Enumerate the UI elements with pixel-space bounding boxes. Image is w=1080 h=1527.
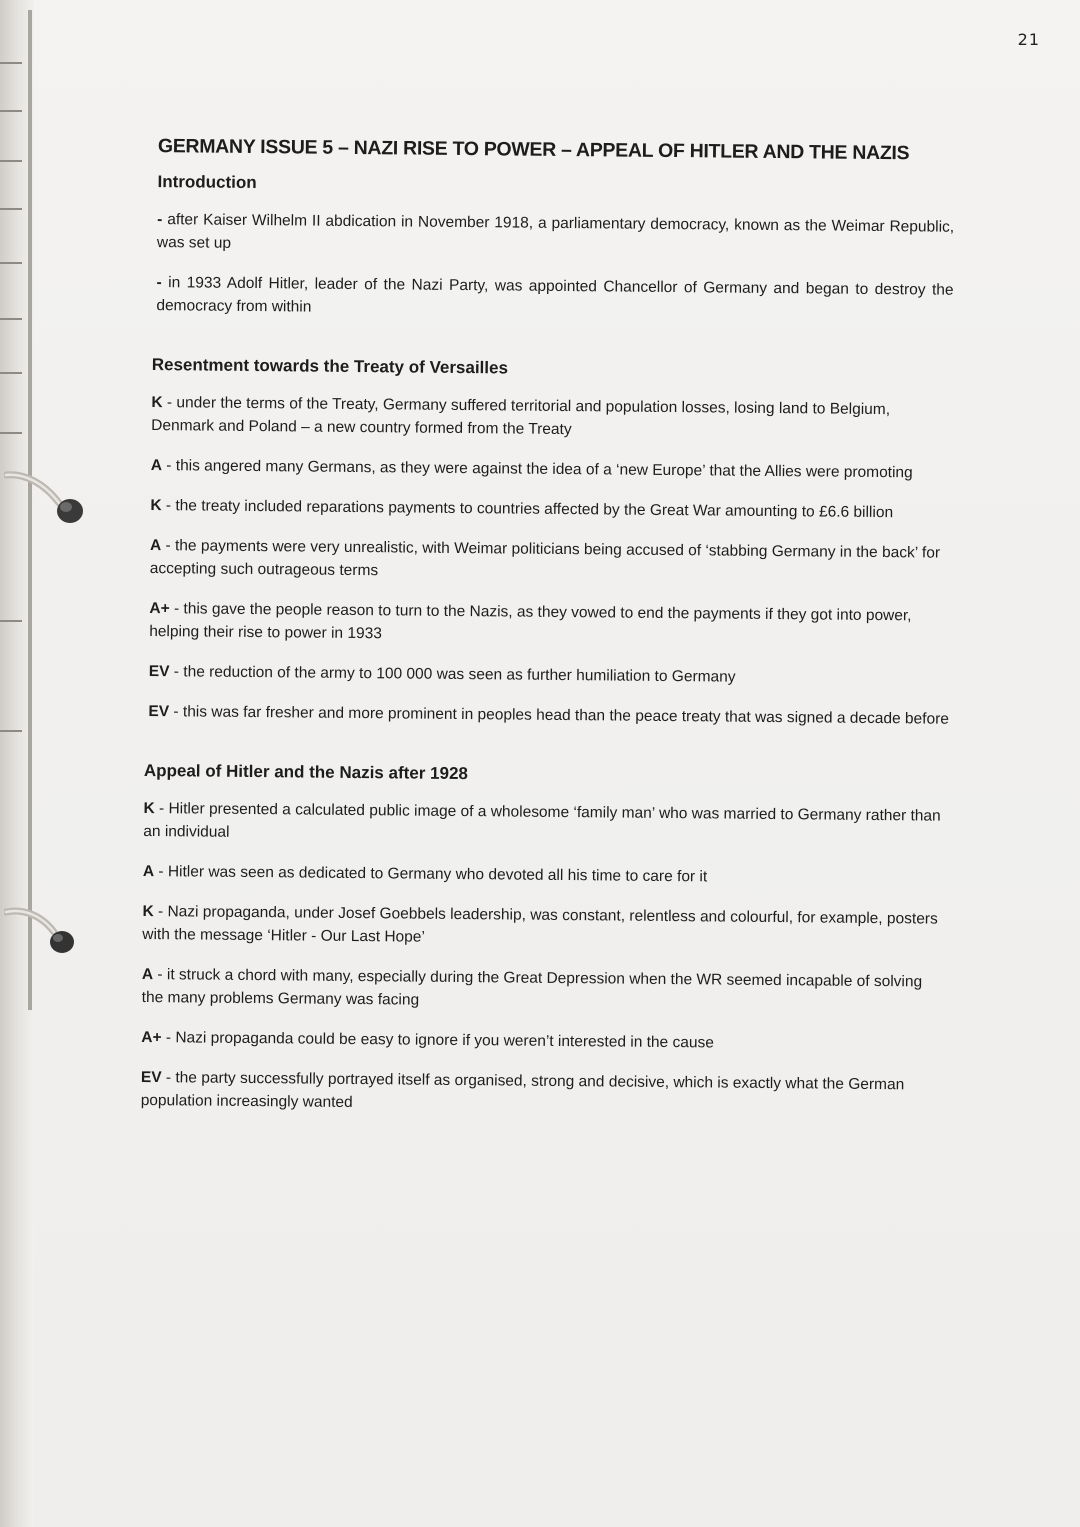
- document-content: [140, 135, 955, 1137]
- paragraph-text: - the reduction of the army to 100 000 was seen as further humiliation to Germany: [169, 663, 736, 686]
- paragraph: [143, 797, 948, 851]
- divider-tab-line: [0, 730, 22, 732]
- paragraph: [141, 1026, 946, 1057]
- paragraph-text: - this angered many Germans, as they were against the idea of a ‘new Europe’ that the Allies were promoting: [161, 457, 913, 482]
- paragraph-text: - Hitler was seen as dedicated to Germany who devoted all his time to care for it: [154, 863, 708, 886]
- divider-tab-line: [0, 620, 22, 622]
- paragraph: [143, 860, 948, 891]
- divider-tab-line: [0, 208, 22, 210]
- paragraph-text: - Hitler presented a calculated public image of a wholesome ‘family man’ who was married to Germany rather than an individual: [143, 800, 941, 841]
- paragraph-tag: A: [142, 862, 155, 881]
- paragraph-text: - Nazi propaganda, under Josef Goebbels leadership, was constant, relentless and colourful, for example, posters with the message ‘Hitler - Our Last Hope’: [142, 903, 938, 946]
- divider-tab-line: [0, 110, 22, 112]
- paragraph: [141, 1066, 946, 1120]
- paragraph-tag: K: [150, 497, 162, 515]
- paragraph: [150, 494, 951, 525]
- paragraph: [156, 271, 953, 325]
- paragraph-tag: -: [156, 274, 162, 292]
- paragraph-text: after Kaiser Wilhelm II abdication in November 1918, a parliamentary democracy, known as the Weimar Republic, was set up: [156, 211, 955, 252]
- paragraph: [148, 700, 949, 731]
- divider-tab-line: [0, 432, 22, 434]
- paragraph: [150, 534, 951, 588]
- paragraph-tag: A: [141, 965, 154, 984]
- section-heading: Introduction: [157, 172, 257, 193]
- paragraph-text: - the payments were very unrealistic, with Weimar politicians being accused of ‘stabbing Germany in the back’ for accepting such outrageous terms: [149, 537, 941, 580]
- divider-tab-line: [0, 318, 22, 320]
- section-treaty-resentment: [148, 355, 952, 731]
- paragraph-tag: EV: [140, 1068, 162, 1087]
- divider-tab-line: [0, 262, 22, 264]
- paragraph: [142, 963, 947, 1017]
- divider-tab-line: [0, 160, 22, 162]
- paragraph: [149, 597, 950, 651]
- section-appeal-after-1928: [141, 761, 949, 1120]
- paragraph-tag: EV: [148, 703, 170, 721]
- paragraph: [157, 208, 954, 262]
- paragraph-tag: K: [151, 394, 163, 412]
- paragraph-text: - this was far fresher and more prominent in peoples head than the peace treaty that was signed a decade before: [169, 703, 949, 728]
- paragraph-text: - Nazi propaganda could be easy to ignore if you weren’t interested in the cause: [161, 1029, 714, 1052]
- paragraph: [142, 900, 947, 954]
- divider-tab-line: [0, 372, 22, 374]
- paragraph-tag: A+: [141, 1028, 162, 1047]
- paragraph-tag: A: [150, 457, 163, 475]
- paragraph-tag: -: [157, 211, 163, 229]
- paragraph-text: - under the terms of the Treaty, Germany suffered territorial and population losses, losing land to Belgium, Denmark and Poland – a new country formed from the Treaty: [151, 394, 891, 439]
- paragraph-tag: K: [142, 902, 154, 921]
- paragraph-tag: A+: [149, 600, 170, 618]
- page-number: 21: [1017, 30, 1040, 49]
- paragraph-text: in 1933 Adolf Hitler, leader of the Nazi Party, was appointed Chancellor of Germany and began to destroy the democracy from within: [156, 274, 954, 316]
- paragraph-text: - the treaty included reparations payments to countries affected by the Great War amounting to £6.6 billion: [161, 497, 894, 522]
- section-introduction: [156, 172, 954, 325]
- divider-tab-line: [0, 62, 22, 64]
- section-heading: Resentment towards the Treaty of Versailles: [151, 355, 509, 378]
- binder-ring-icon: [4, 902, 84, 962]
- binder-edge: [0, 0, 34, 1527]
- document-title: GERMANY ISSUE 5 – NAZI RISE TO POWER – APPEAL OF HITLER AND THE NAZIS: [157, 135, 910, 165]
- paragraph: [151, 454, 952, 485]
- paragraph-tag: K: [143, 799, 155, 818]
- section-heading: Appeal of Hitler and the Nazis after 1928: [143, 760, 469, 784]
- paragraph: [151, 391, 952, 445]
- binder-ring-icon: [4, 465, 84, 525]
- paragraph-text: - the party successfully portrayed itself as organised, strong and decisive, which is exactly what the German population increasingly wanted: [140, 1069, 905, 1111]
- paragraph: [149, 660, 950, 691]
- paragraph-tag: EV: [148, 663, 170, 681]
- paragraph-tag: A: [149, 537, 162, 555]
- paragraph-text: - this gave the people reason to turn to the Nazis, as they vowed to end the payments if they got into power, helping their rise to power in 1933: [149, 600, 912, 643]
- paragraph-text: - it struck a chord with many, especially during the Great Depression when the WR seemed incapable of solving the many problems Germany was facing: [141, 966, 923, 1009]
